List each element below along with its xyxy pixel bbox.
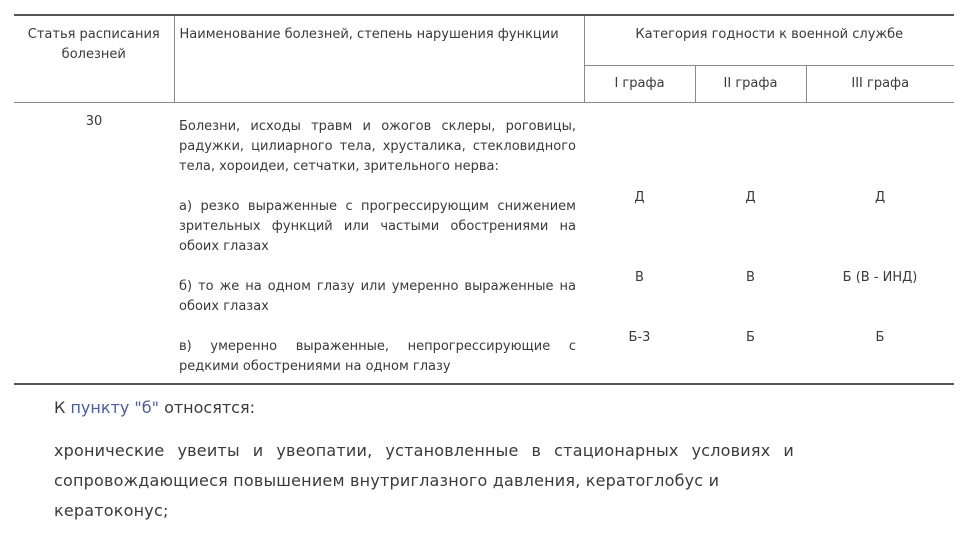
- note-body: [54, 436, 794, 526]
- cat-c-col3: Б: [875, 330, 885, 345]
- note-intro: [54, 398, 255, 417]
- note-intro-prefix: К: [54, 398, 66, 417]
- header-col-2: II графа: [695, 66, 806, 103]
- header-category: Категория годности к военной службе: [584, 15, 954, 66]
- disease-intro: Болезни, исходы травм и ожогов склеры, роговицы, радужки, цилиарного тела, хрусталика, стекловидного тела, хороидеи, сетчатки, зрительного нерва:: [179, 119, 576, 174]
- cat-b-col3: Б (В - ИНД): [842, 270, 918, 285]
- category-col-3: [806, 103, 954, 385]
- item-b: б) то же на одном глазу или умеренно выраженные на обоих глазах: [179, 279, 576, 314]
- header-article: Статья расписания болезней: [14, 15, 174, 103]
- cat-b-col1: В: [635, 270, 644, 285]
- item-a: а) резко выраженные с прогрессирующим снижением зрительных функций или частыми обострениями на обоих глазах: [179, 199, 576, 254]
- header-col-1: I графа: [584, 66, 695, 103]
- cat-c-col2: Б: [746, 330, 755, 345]
- header-col-3: III графа: [806, 66, 954, 103]
- cat-b-col2: В: [746, 270, 755, 285]
- note-body-line-1: хронические увеиты и увеопатии, установленные в стационарных условиях и: [54, 441, 794, 460]
- note-intro-suffix: относятся:: [164, 398, 255, 417]
- cat-a-col2: Д: [745, 190, 756, 205]
- item-c: в) умеренно выраженные, непрогрессирующие с редкими обострениями на одном глазу: [179, 339, 576, 374]
- article-number: 30: [85, 114, 103, 129]
- header-name: Наименование болезней, степень нарушения функции: [174, 15, 584, 103]
- category-col-2: [695, 103, 806, 385]
- cat-c-col1: Б-3: [628, 330, 651, 345]
- disease-schedule-table: [14, 14, 954, 385]
- disease-description: [174, 103, 584, 385]
- cat-a-col3: Д: [874, 190, 886, 205]
- note-body-line-2: сопровождающиеся повышением внутриглазного давления, кератоглобус и кератоконус;: [54, 471, 720, 520]
- note-intro-link[interactable]: пункту "б": [70, 398, 159, 417]
- category-col-1: [584, 103, 695, 385]
- cat-a-col1: Д: [634, 190, 645, 205]
